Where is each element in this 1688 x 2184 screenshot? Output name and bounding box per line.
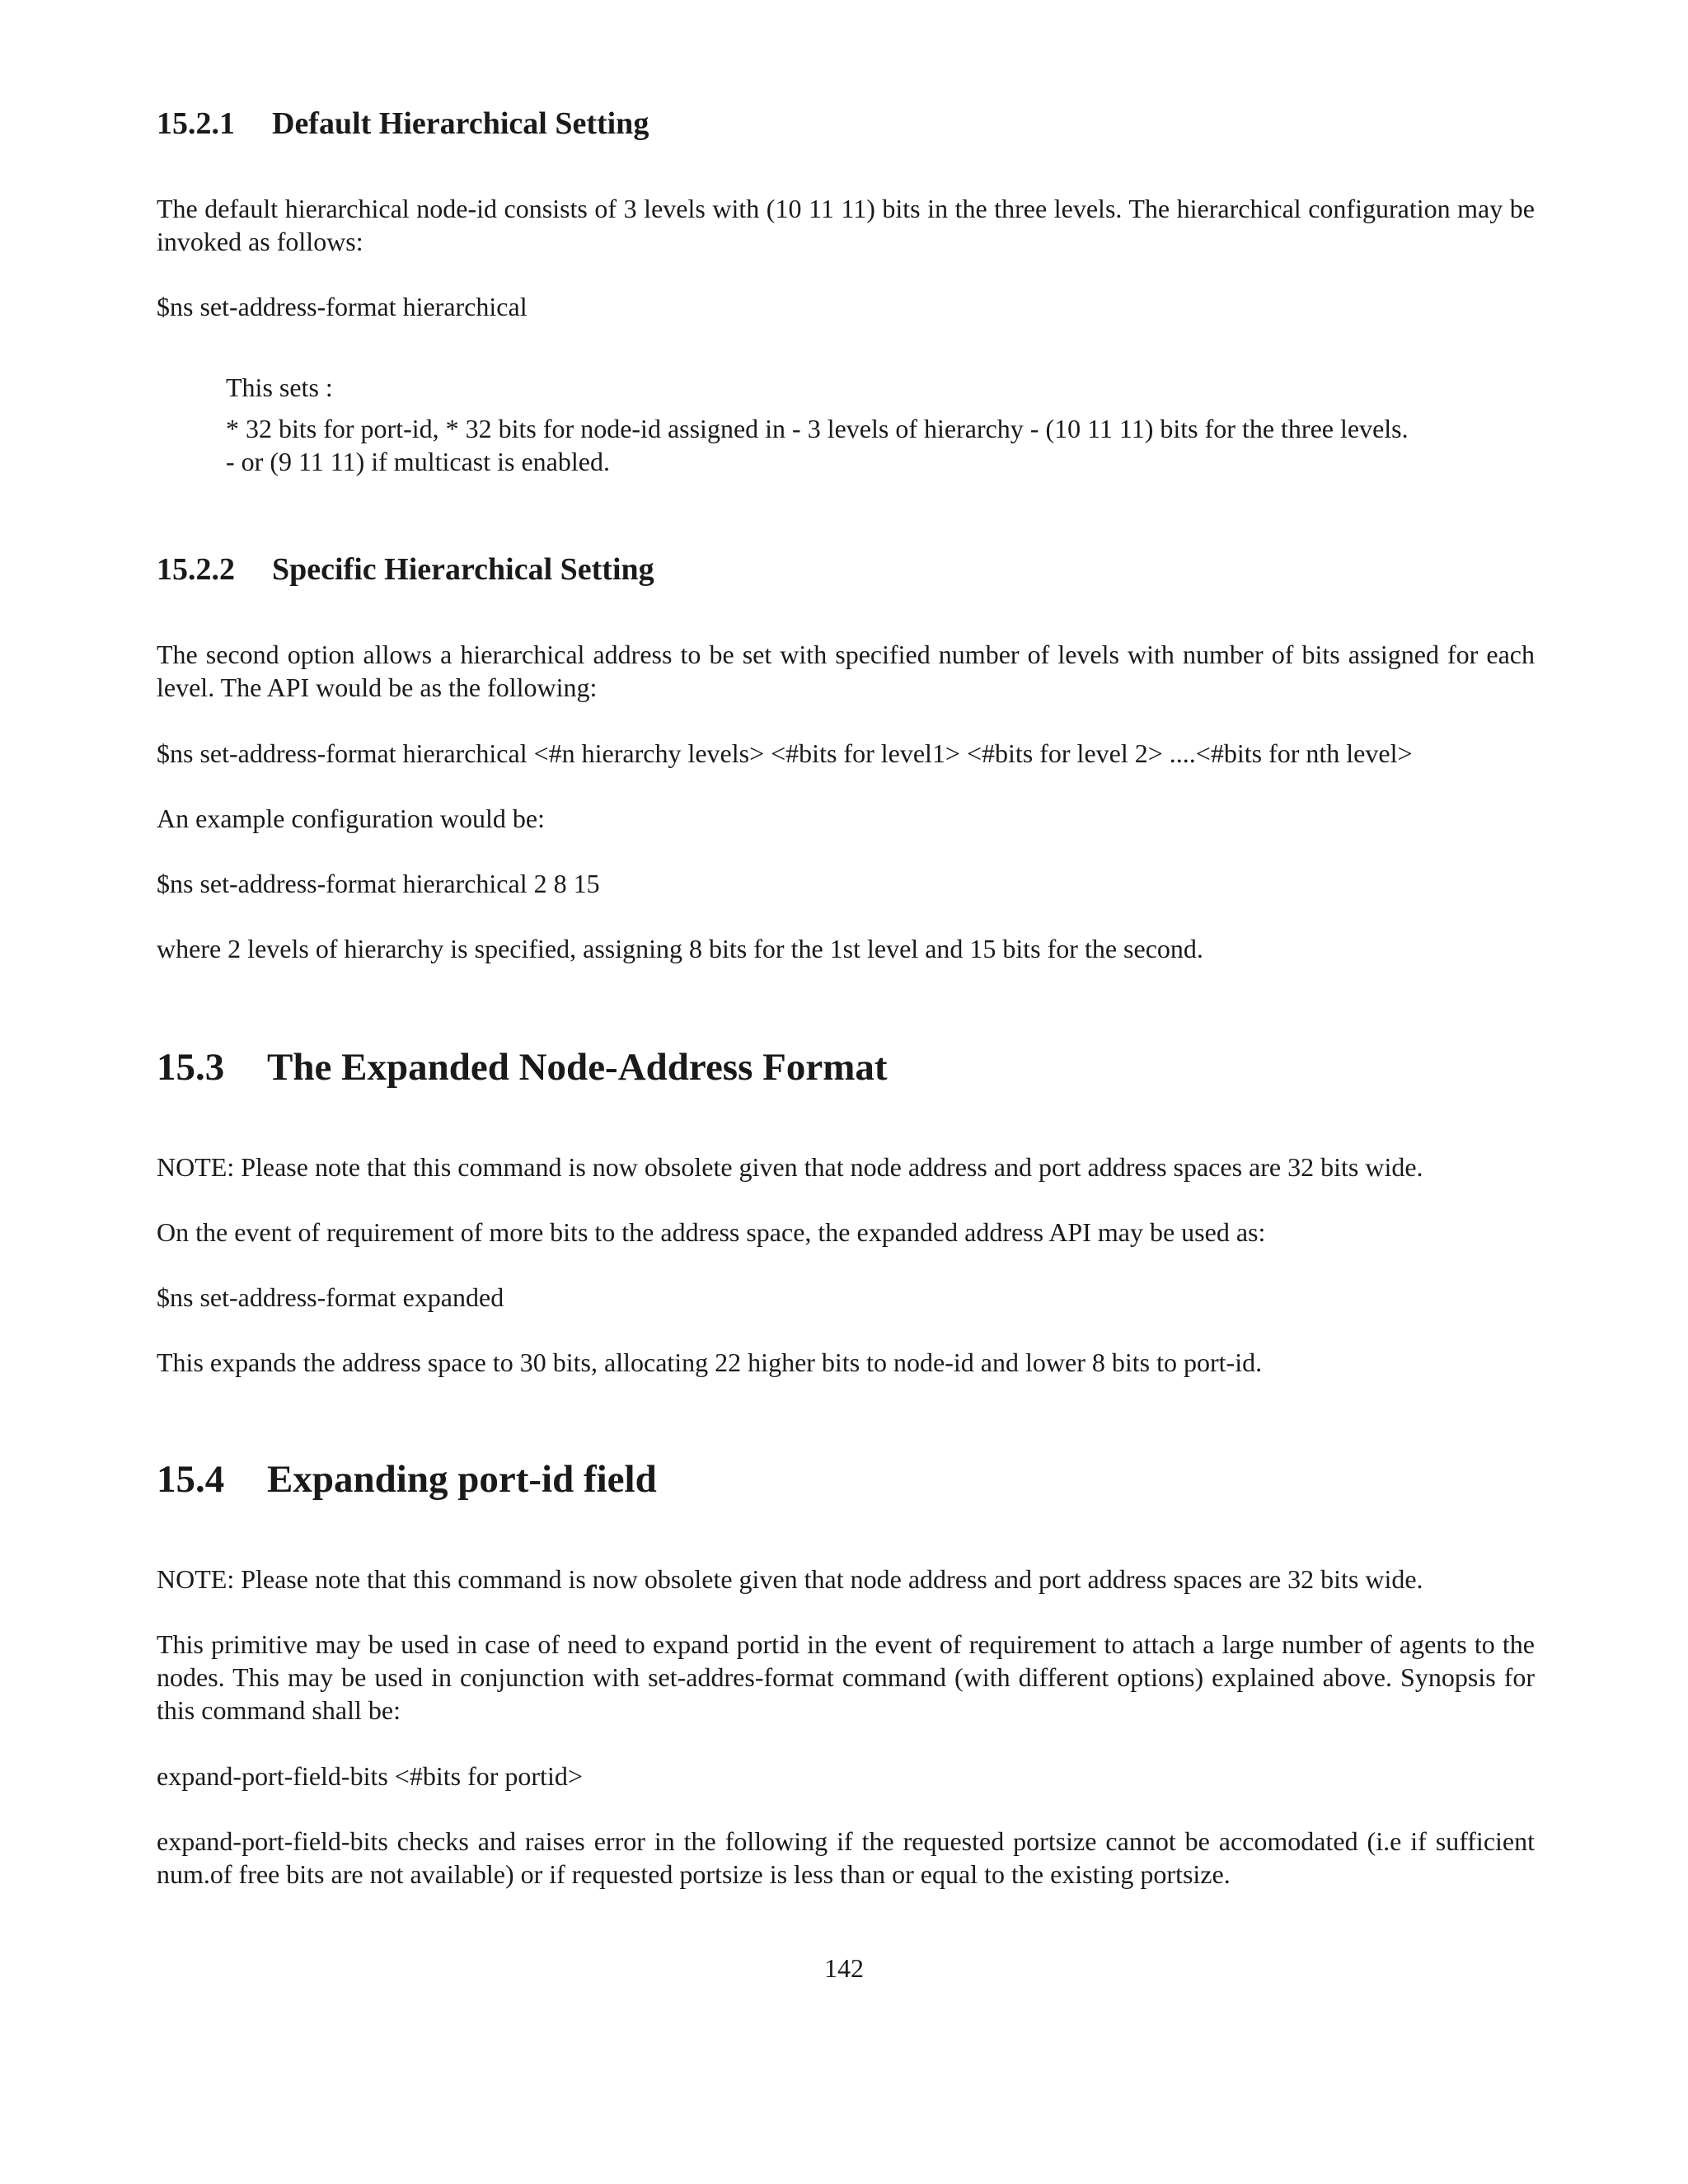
paragraph: This primitive may be used in case of need to expand portid in the event of requirement to attach a large number of agents to the nodes. This may be used in conjunction with set-addres-format command (with different options) explained above. Synopsis for this command shall be: — [157, 1629, 1535, 1725]
sets-line-2: - or (9 11 11) if multicast is enabled. — [226, 447, 610, 476]
section-heading-15-2-2 — [157, 551, 1535, 588]
code-line: expand-port-field-bits <#bits for portid> — [157, 1761, 583, 1791]
section-heading-15-3 — [157, 1044, 1535, 1090]
section-title: The Expanded Node-Address Format — [267, 1046, 888, 1089]
paragraph: The default hierarchical node-id consists of 3 levels with (10 11 11) bits in the three levels. The hierarchical configuration may be invoked as follows: — [157, 194, 1535, 256]
section-number: 15.2.2 — [157, 552, 235, 587]
code-line: $ns set-address-format expanded — [157, 1282, 504, 1312]
sets-line-1: * 32 bits for port-id, * 32 bits for node-id assigned in - 3 levels of hierarchy - (10 11 11) bits for the three levels. — [226, 414, 1409, 443]
sets-label: This sets : — [226, 373, 333, 402]
paragraph: This expands the address space to 30 bits, allocating 22 higher bits to node-id and lower 8 bits to port-id. — [157, 1347, 1263, 1377]
section-title: Default Hierarchical Setting — [272, 106, 649, 141]
paragraph: The second option allows a hierarchical address to be set with specified number of levels with number of bits assigned for each level. The API would be as the following: — [157, 640, 1535, 702]
paragraph: expand-port-field-bits checks and raises error in the following if the requested portsize cannot be accomodated (i.e if sufficient num.of free bits are not available) or if requested portsize is less than or equal to the existing portsize. — [157, 1826, 1535, 1889]
code-line: $ns set-address-format hierarchical <#n hierarchy levels> <#bits for level1> <#bits for level 2> ....<#bits for nth level> — [157, 738, 1413, 768]
section-heading-15-2-1 — [157, 105, 1535, 143]
section-number: 15.2.1 — [157, 106, 235, 141]
note-paragraph: NOTE: Please note that this command is now obsolete given that node address and port address spaces are 32 bits wide. — [157, 1564, 1423, 1594]
section-title: Expanding port-id field — [267, 1458, 657, 1501]
code-line: $ns set-address-format hierarchical 2 8 15 — [157, 869, 600, 898]
paragraph: An example configuration would be: — [157, 804, 545, 833]
section-heading-15-4 — [157, 1456, 1535, 1502]
page-number: 142 — [824, 1953, 864, 1983]
paragraph: On the event of requirement of more bits to the address space, the expanded address API may be used as: — [157, 1217, 1266, 1247]
section-title: Specific Hierarchical Setting — [272, 552, 654, 587]
note-paragraph: NOTE: Please note that this command is now obsolete given that node address and port address spaces are 32 bits wide. — [157, 1152, 1423, 1182]
section-number: 15.4 — [157, 1458, 225, 1501]
code-line: $ns set-address-format hierarchical — [157, 292, 528, 321]
paragraph: where 2 levels of hierarchy is specified, assigning 8 bits for the 1st level and 15 bits for the second. — [157, 934, 1203, 963]
section-number: 15.3 — [157, 1046, 225, 1089]
